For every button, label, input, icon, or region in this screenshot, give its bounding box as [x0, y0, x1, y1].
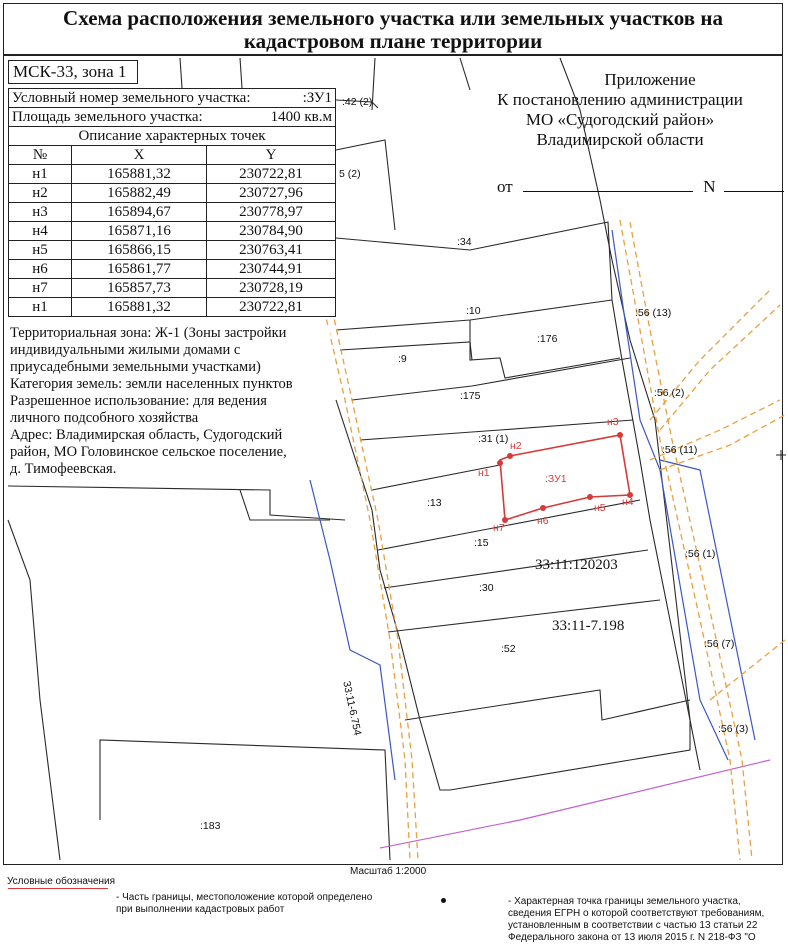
legend-title: Условные обозначения — [7, 876, 116, 887]
boundary-line — [240, 58, 242, 88]
cell-x: 165857,73 — [72, 279, 207, 298]
parcel-line — [8, 486, 345, 520]
label-9: :9 — [398, 353, 407, 365]
title-line-2: кадастровом плане территории — [243, 29, 543, 53]
boundary-line — [180, 58, 182, 88]
address-line-1: Адрес: Владимирская область, Судогодский — [10, 427, 283, 443]
order-number-blank — [724, 191, 784, 192]
table-row — [9, 89, 336, 108]
legend-item-2: - Характерная точка границы земельного участка, сведения ЕГРН о которой соответствуют требованиям, установленным в соответствии с частью 13 статьи 22 Федерального закона от 13 июля 2015 г. N 218-ФЗ "О — [508, 896, 765, 943]
label-52: :52 — [501, 643, 516, 655]
cell-y: 230778,97 — [207, 203, 336, 222]
zone-line-1: Территориальная зона: Ж-1 (Зоны застройки — [10, 325, 287, 341]
cell-y: 230763,41 — [207, 241, 336, 260]
quarter-label-1: 33:11:120203 — [535, 557, 618, 573]
table-row — [9, 184, 336, 203]
parcel-number-value: :ЗУ1 — [302, 90, 332, 106]
point-label-n3: н3 — [607, 416, 619, 428]
label-56-7: :56 (7) — [704, 638, 735, 650]
parcel-area-value: 1400 кв.м — [270, 109, 332, 125]
point-n2-marker — [507, 453, 513, 459]
cell-x: 165881,32 — [72, 298, 207, 317]
table-row — [9, 298, 336, 317]
road-dashed — [330, 300, 418, 860]
table-row — [9, 279, 336, 298]
appendix-line-1: Приложение — [604, 70, 696, 89]
header-y: Y — [207, 146, 336, 165]
header-num: № — [9, 146, 72, 165]
point-label-n7: н7 — [493, 522, 505, 534]
label-56-11: :56 (11) — [662, 444, 698, 456]
zone-line-3: приусадебными земельными участками) — [10, 359, 261, 375]
appendix-line-4: Владимирской области — [536, 130, 704, 149]
order-date-blank — [523, 191, 693, 192]
zone-line-2: индивидуальными жилыми домами с — [10, 342, 241, 358]
cell-x: 165861,77 — [72, 260, 207, 279]
appendix-line-3: МО «Судогодский район» — [525, 110, 715, 129]
cell-point: н3 — [9, 203, 72, 222]
parcel-area-cell — [9, 108, 336, 127]
label-42: :42 (2) — [342, 96, 373, 108]
cell-x: 165882,49 — [72, 184, 207, 203]
boundary-line — [460, 58, 470, 90]
cell-point: н1 — [9, 165, 72, 184]
label-13: :13 — [427, 497, 442, 509]
use-line-2: личного подсобного хозяйства — [10, 410, 199, 426]
parcel-zu1-label: :ЗУ1 — [545, 473, 567, 485]
cell-x: 165871,16 — [72, 222, 207, 241]
point-n5-marker — [587, 494, 593, 500]
table-row — [9, 127, 336, 146]
use-line-1: Разрешенное использование: для ведения — [10, 393, 267, 409]
cell-y: 230784,90 — [207, 222, 336, 241]
title-line-1: Схема расположения земельного участка или земельных участков на — [63, 6, 723, 30]
map-scale: Масштаб 1:2000 — [350, 866, 427, 877]
cell-point: н7 — [9, 279, 72, 298]
header-x: X — [72, 146, 207, 165]
legend-item-1: - Часть границы, местоположение которой определено при выполнении кадастровых работ — [116, 892, 373, 915]
cell-x: 165894,67 — [72, 203, 207, 222]
label-183: :183 — [200, 820, 221, 832]
point-label-n4: н4 — [622, 496, 634, 508]
label-34: :34 — [457, 236, 472, 248]
label-56-2: :56 (2) — [654, 387, 685, 399]
cell-x: 165866,15 — [72, 241, 207, 260]
parcel-line — [100, 740, 390, 860]
parcel-area-label: Площадь земельного участка: — [12, 109, 203, 125]
label-30: :30 — [479, 582, 494, 594]
category-line: Категория земель: земли населенных пунктов — [10, 376, 293, 392]
cell-y: 230728,19 — [207, 279, 336, 298]
label-175: :175 — [460, 390, 481, 402]
cell-point: н6 — [9, 260, 72, 279]
order-reference — [497, 177, 784, 197]
road-dashed — [322, 300, 410, 860]
table-row — [9, 241, 336, 260]
table-header-row — [9, 146, 336, 165]
cell-point: н1 — [9, 298, 72, 317]
cell-point: н2 — [9, 184, 72, 203]
parcel-number-cell — [9, 89, 336, 108]
address-line-2: район, МО Головинское сельское поселение, — [10, 444, 287, 460]
appendix-block — [470, 70, 770, 150]
label-56-13: :56 (13) — [635, 307, 672, 319]
address-line-3: д. Тимофеевская. — [10, 461, 117, 477]
cell-y: 230744,91 — [207, 260, 336, 279]
table-row — [9, 222, 336, 241]
appendix-line-2: К постановлению администрации — [497, 90, 743, 109]
quarter-label-2: 33:11-7.198 — [552, 618, 625, 634]
legend-point-marker — [441, 898, 446, 903]
parcel-line — [470, 320, 620, 378]
label-5: 5 (2) — [339, 168, 361, 180]
order-number-sign: N — [703, 177, 716, 196]
point-n1-marker — [497, 460, 503, 466]
point-n6-marker — [540, 505, 546, 511]
road-dashed — [660, 415, 785, 470]
point-label-n5: н5 — [594, 502, 606, 514]
label-56-3: :56 (3) — [718, 723, 749, 735]
table-caption: Описание характерных точек — [9, 127, 336, 146]
parcel-number-label: Условный номер земельного участка: — [12, 90, 251, 106]
label-176: :176 — [537, 333, 558, 345]
boundary-line — [336, 140, 395, 230]
road-label: 33:11-6.754 — [340, 680, 364, 737]
point-label-n6: н6 — [537, 515, 549, 527]
road-dashed — [660, 305, 780, 430]
parcel-line — [352, 358, 630, 400]
boundary-line — [8, 520, 60, 860]
label-31: :31 (1) — [478, 433, 509, 445]
cell-point: н4 — [9, 222, 72, 241]
table-row — [9, 203, 336, 222]
label-10: :10 — [466, 305, 481, 317]
order-from: от — [497, 177, 513, 196]
cell-y: 230727,96 — [207, 184, 336, 203]
parcel-line — [405, 690, 690, 720]
point-label-n2: н2 — [510, 440, 522, 452]
point-label-n1: н1 — [478, 467, 490, 479]
cell-y: 230722,81 — [207, 165, 336, 184]
table-row — [9, 260, 336, 279]
table-row — [9, 165, 336, 184]
coordinate-system: МСК-33, зона 1 — [8, 60, 138, 84]
points-table — [8, 88, 336, 317]
purple-line — [380, 760, 770, 848]
cell-y: 230722,81 — [207, 298, 336, 317]
parcel-info — [10, 325, 330, 478]
label-15: :15 — [474, 537, 489, 549]
point-n3-marker — [617, 432, 623, 438]
table-row — [9, 108, 336, 127]
cell-point: н5 — [9, 241, 72, 260]
legend-red-line — [8, 888, 108, 889]
cell-x: 165881,32 — [72, 165, 207, 184]
label-56-1: :56 (1) — [685, 548, 716, 560]
